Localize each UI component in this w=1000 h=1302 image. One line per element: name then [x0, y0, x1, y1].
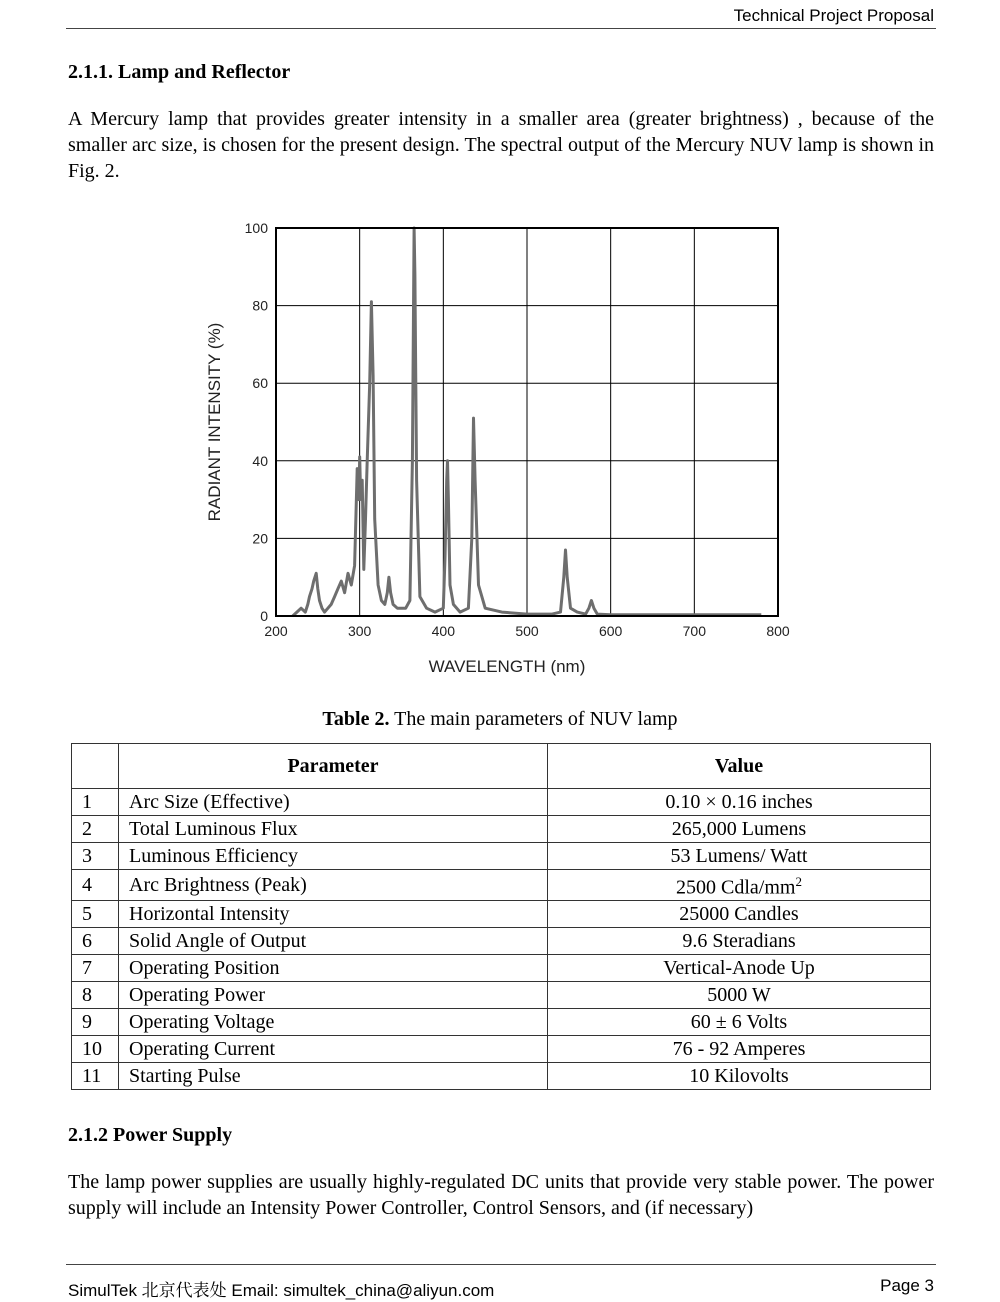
- header-rule: [66, 28, 936, 29]
- table-caption-label: Table 2.: [322, 708, 390, 730]
- footer-rule: [66, 1264, 936, 1265]
- header-value: Value: [548, 744, 931, 789]
- row-number: 8: [72, 981, 119, 1008]
- x-tick-label: 700: [682, 623, 707, 639]
- row-value: [548, 1035, 931, 1062]
- y-tick-label: 0: [260, 608, 268, 624]
- row-number: 9: [72, 1008, 119, 1035]
- table-row: [72, 789, 931, 816]
- row-value: [548, 843, 931, 870]
- table-row: [72, 900, 931, 927]
- y-tick-label: 100: [244, 220, 268, 236]
- x-tick-label: 200: [264, 623, 288, 639]
- chart-ticks: [245, 220, 790, 639]
- row-value: [548, 870, 931, 901]
- x-axis-label: WAVELENGTH (nm): [428, 657, 586, 676]
- table-row: [72, 870, 931, 901]
- row-value-text: 9.6 Steradians: [682, 929, 796, 952]
- table-row: [72, 981, 931, 1008]
- table-row: [72, 954, 931, 981]
- row-value-text: 5000 W: [707, 983, 771, 1006]
- row-value-text: 0.10 × 0.16 inches: [665, 791, 813, 813]
- row-value: [548, 1008, 931, 1035]
- row-parameter: Operating Power: [119, 981, 548, 1008]
- table-row: [72, 1035, 931, 1062]
- table-row: [72, 843, 931, 870]
- row-value: [548, 816, 931, 843]
- section-heading-power-supply: 2.1.2 Power Supply: [68, 1124, 233, 1146]
- row-value: [548, 981, 931, 1008]
- row-value-text: 25000 Candles: [679, 902, 799, 925]
- parameters-table: [71, 743, 931, 1090]
- x-tick-label: 300: [347, 623, 372, 639]
- row-value-text: 265,000 Lumens: [671, 818, 807, 840]
- row-number: 5: [72, 900, 119, 927]
- section-paragraph-lamp: A Mercury lamp that provides greater intensity in a smaller area (greater brightness) , because of the smaller arc size, is chosen for the present design. The spectral output of the Mercury NUV lamp is shown in Fig. 2.: [68, 108, 934, 182]
- table-row: [72, 1062, 931, 1089]
- table-row: [72, 927, 931, 954]
- row-number: 11: [72, 1062, 119, 1089]
- y-tick-label: 80: [252, 297, 268, 314]
- row-value: [548, 900, 931, 927]
- row-value: [548, 789, 931, 816]
- y-axis-label: RADIANT INTENSITY (%): [205, 322, 224, 522]
- section-paragraph-power-supply: The lamp power supplies are usually highly-regulated DC units that provide very stable power. The power supply will include an Intensity Power Controller, Control Sensors, and (if necessary): [68, 1171, 934, 1219]
- row-parameter: Operating Current: [119, 1035, 548, 1062]
- chart-grid: [276, 228, 778, 616]
- row-number: 7: [72, 954, 119, 981]
- y-tick-label: 20: [252, 530, 268, 547]
- x-tick-label: 800: [766, 623, 790, 639]
- row-number: 10: [72, 1035, 119, 1062]
- table-caption-text: The main parameters of NUV lamp: [389, 708, 678, 730]
- footer-contact: SimulTek 北京代表处 Email: simultek_china@aliyun.com: [68, 1281, 495, 1300]
- table-row: [72, 1008, 931, 1035]
- row-number: 6: [72, 927, 119, 954]
- table-caption: [0, 708, 1000, 731]
- row-value-text: 53 Lumens/ Watt: [670, 845, 808, 867]
- row-parameter: Horizontal Intensity: [119, 900, 548, 927]
- table-header-row: [72, 744, 931, 789]
- row-parameter: Operating Voltage: [119, 1008, 548, 1035]
- spectral-output-chart: [190, 212, 810, 692]
- row-parameter: Arc Brightness (Peak): [119, 870, 548, 901]
- y-tick-label: 60: [252, 375, 268, 392]
- page-number: Page 3: [880, 1276, 934, 1295]
- row-value-text: 60 ± 6 Volts: [690, 1010, 788, 1033]
- row-parameter: Luminous Efficiency: [119, 843, 548, 870]
- x-tick-label: 500: [515, 623, 539, 639]
- row-value: [548, 954, 931, 981]
- section-heading-lamp: 2.1.1. Lamp and Reflector: [68, 61, 291, 83]
- row-value-text: 76 - 92 Amperes: [672, 1037, 806, 1060]
- table-row: [72, 816, 931, 843]
- row-value: [548, 927, 931, 954]
- header-parameter: Parameter: [119, 744, 548, 789]
- running-header: Technical Project Proposal: [733, 6, 934, 25]
- row-parameter: Solid Angle of Output: [119, 927, 548, 954]
- row-value-superscript: 2: [795, 874, 802, 889]
- row-parameter: Starting Pulse: [119, 1062, 548, 1089]
- row-value: [548, 1062, 931, 1089]
- y-tick-label: 40: [252, 452, 268, 469]
- row-value-text: 10 Kilovolts: [689, 1064, 789, 1087]
- row-number: 4: [72, 870, 119, 901]
- row-parameter: Operating Position: [119, 954, 548, 981]
- row-number: 1: [72, 789, 119, 816]
- row-value-text: Vertical-Anode Up: [663, 956, 815, 979]
- row-number: 2: [72, 816, 119, 843]
- header-num: [72, 744, 119, 789]
- row-value-text: 2500 Cdla/mm: [676, 876, 796, 899]
- x-tick-label: 400: [431, 623, 456, 639]
- row-parameter: Total Luminous Flux: [119, 816, 548, 843]
- x-tick-label: 600: [598, 623, 623, 639]
- row-number: 3: [72, 843, 119, 870]
- row-parameter: Arc Size (Effective): [119, 789, 548, 816]
